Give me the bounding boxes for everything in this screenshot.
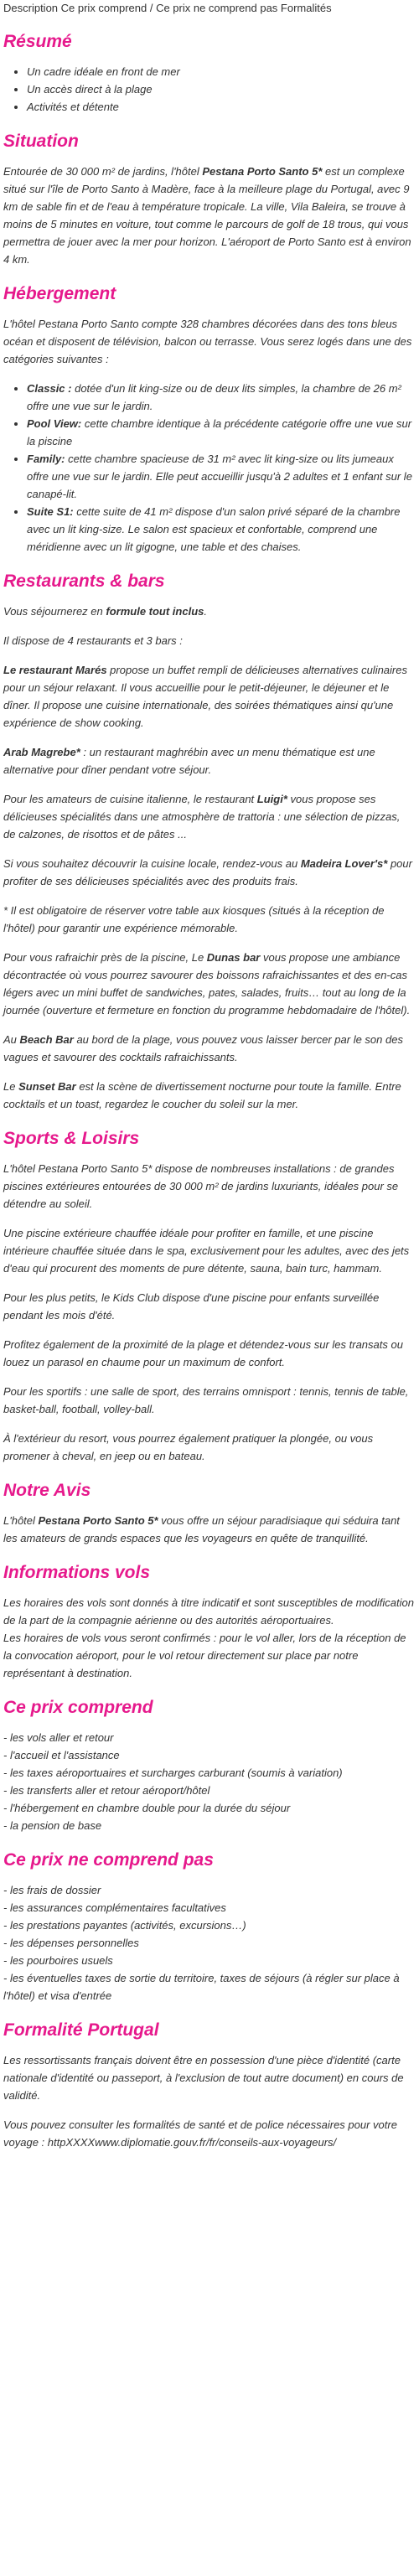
restaurant-name: Madeira Lover's*	[300, 857, 388, 870]
sports-text: Pour les plus petits, le Kids Club dispose d'une piscine pour enfants surveillée pendant les mois d'été.	[3, 1291, 380, 1322]
text: Vous séjournerez en	[3, 605, 106, 618]
room-item	[27, 415, 414, 450]
text: vous offre un séjour paradisiaque qui séduira tant les amateurs de grands espaces que les voyageurs en quête de tranquillité.	[3, 1514, 400, 1544]
room-name: Classic :	[27, 382, 72, 395]
text: est la scène de divertissement nocturne pour toute la famille. Entre cocktails et un toast, regardez le coucher du soleil sur la mer.	[3, 1080, 401, 1110]
list-item: • Un cadre idéale en front de mer	[27, 63, 414, 80]
text: Le	[3, 1080, 19, 1093]
formalite-link-text: Vous pouvez consulter les formalités de santé et de police nécessaires pour votre voyage : httpXXXXwww.diplomatie.gouv.fr/fr/conseils-aux-voyageurs/	[3, 2118, 397, 2149]
text: L'hôtel	[3, 1514, 39, 1527]
reservation-note: * Il est obligatoire de réserver votre table aux kiosques (situés à la réception de l'hôtel) pour garantir une expérience mémorable.	[3, 904, 385, 934]
bar-name: Dunas bar	[206, 951, 261, 964]
sports-text: Pour les sportifs : une salle de sport, des terrains omnisport : tennis, tennis de table, basket-ball, football, volley-ball.	[3, 1385, 409, 1415]
restaurants-count: Il dispose de 4 restaurants et 3 bars :	[3, 634, 183, 647]
list-item: - les assurances complémentaires facultatives	[3, 1901, 226, 1914]
restaurant-name: Luigi*	[256, 793, 287, 805]
list-item: - l'accueil et l'assistance	[3, 1749, 120, 1761]
comprend-list	[3, 1729, 414, 1834]
list-item: - les vols aller et retour	[3, 1731, 114, 1744]
room-desc: cette suite de 41 m² dispose d'un salon privé séparé de la chambre avec un lit king-size. Le salon est spacieux et confortable, comprend une méridienne avec un lit gigogne, une table et des chaises.	[27, 505, 401, 553]
comprend-title: Ce prix comprend	[3, 1698, 153, 1717]
avis-title: Notre Avis	[3, 1481, 91, 1500]
text: Pour vous rafraichir près de la piscine, Le	[3, 951, 207, 964]
bar-dunas	[3, 949, 414, 1019]
room-item	[27, 380, 414, 415]
formalite-text: Les ressortissants français doivent être en possession d'une pièce d'identité (carte nationale d'identité ou passeport, à l'exclusion de tout autre document) en cours de validité.	[3, 2054, 404, 2102]
room-item	[27, 450, 414, 503]
hebergement-intro: L'hôtel Pestana Porto Santo compte 328 chambres décorées dans des tons bleus océan et disposent de télévision, balcon ou terrasse. Vous serez logés dans une des catégories suivantes :	[3, 318, 412, 365]
vols-block	[3, 1594, 414, 1682]
restaurant-name: Le restaurant Marés	[3, 664, 107, 676]
vols-title: Informations vols	[3, 1563, 151, 1582]
restaurant-arab	[3, 743, 414, 778]
vols-text: Les horaires des vols sont donnés à titre indicatif et sont susceptibles de modification de la part de la compagnie aérienne ou des autorités aéroportuaires.	[3, 1596, 414, 1627]
section-nav[interactable]: Description Ce prix comprend / Ce prix ne comprend pas Formalités	[3, 2, 332, 14]
text: .	[204, 605, 207, 618]
vols-text: Les horaires de vols vous seront confirmés : pour le vol aller, lors de la réception de la convocation aéroport, pour le vol retour directement sur place par notre représentant à destination.	[3, 1632, 406, 1679]
text: pour profiter de ses délicieuses spécialités avec des produits frais.	[3, 857, 412, 887]
ne-comprend-list	[3, 1881, 414, 2004]
restaurant-name: Arab Magrebe*	[3, 746, 80, 758]
text: propose un buffet rempli de délicieuses alternatives culinaires pour un séjour relaxant. Il vous accueillie pour le petit-déjeuner, le déjeuner et le dîner. Il propose une cuisine internationale, des soirées thématiques ainsi qu'une expérience de show cooking.	[3, 664, 407, 729]
text: au bord de la plage, vous pouvez vous laisser bercer par le son des vagues et savourer des cocktails rafraichissants.	[3, 1033, 403, 1063]
list-item: - la pension de base	[3, 1819, 102, 1832]
sports-title: Sports & Loisirs	[3, 1129, 140, 1148]
room-desc: cette chambre spacieuse de 31 m² avec lit king-size ou lits jumeaux offre une vue sur le jardin. Elle peut accueillir jusqu'à 2 adultes et 1 enfant sur le canapé-lit.	[27, 453, 412, 500]
situation-title: Situation	[3, 132, 79, 151]
list-item: • Un accès direct à la plage	[27, 80, 414, 98]
text: Entourée de 30 000 m² de jardins, l'hôtel	[3, 165, 203, 178]
avis-text	[3, 1512, 414, 1547]
list-item: - les dépenses personnelles	[3, 1937, 139, 1949]
list-item: - les frais de dossier	[3, 1884, 101, 1896]
formule: formule tout inclus	[106, 605, 204, 618]
sports-text: Profitez également de la proximité de la plage et détendez-vous sur les transats ou louez un parasol en chaume pour un maximum de confort.	[3, 1338, 403, 1368]
text: Au	[3, 1033, 20, 1046]
restaurant-madeira	[3, 855, 414, 890]
room-desc: dotée d'un lit king-size ou de deux lits simples, la chambre de 26 m² offre une vue sur le jardin.	[27, 382, 401, 412]
text: : un restaurant maghrébin avec un menu thématique est une alternative pour dîner pendant votre séjour.	[3, 746, 375, 776]
room-list	[3, 380, 414, 556]
hotel-name: Pestana Porto Santo 5*	[38, 1514, 158, 1527]
room-desc: cette chambre identique à la précédente catégorie offre une vue sur la piscine	[27, 417, 412, 447]
list-item: - les pourboires usuels	[3, 1954, 113, 1967]
list-item: - les prestations payantes (activités, excursions…)	[3, 1919, 246, 1932]
resume-list	[3, 63, 414, 116]
list-item: - l'hébergement en chambre double pour la durée du séjour	[3, 1802, 291, 1814]
sports-text: Une piscine extérieure chauffée idéale pour profiter en famille, et une piscine intérieure chauffée située dans le spa, exclusivement pour les adultes, avec des jets d'eau qui procurent des moments de pure détente, sauna, bain turc, hammam.	[3, 1227, 410, 1275]
restaurants-title: Restaurants & bars	[3, 572, 165, 591]
hotel-name: Pestana Porto Santo 5*	[202, 165, 323, 178]
list-item: - les taxes aéroportuaires et surcharges carburant (soumis à variation)	[3, 1766, 343, 1779]
bar-sunset	[3, 1078, 414, 1113]
resume-title: Résumé	[3, 32, 72, 51]
room-name: Pool View:	[27, 417, 82, 430]
bar-name: Sunset Bar	[18, 1080, 76, 1093]
restaurant-mares	[3, 661, 414, 732]
text: est un complexe situé sur l'île de Porto Santo à Madère, face à la meilleure plage du Portugal, avec 9 km de sable fin et de l'eau à température tropicale. La ville, Vila Baleira, se trouve à moins de 5 minutes en voiture, tout comme le parcours de golf de 18 trous, qui vous permettra de jouer avec la mer pour horizon. L'aéroport de Porto Santo est à environ 4 km.	[3, 165, 411, 266]
bar-name: Beach Bar	[19, 1033, 74, 1046]
room-name: Family:	[27, 453, 65, 465]
bar-beach	[3, 1031, 414, 1066]
text: Pour les amateurs de cuisine italienne, le restaurant	[3, 793, 257, 805]
hebergement-title: Hébergement	[3, 284, 116, 303]
formule-text	[3, 603, 414, 620]
list-item: - les transferts aller et retour aéroport/hôtel	[3, 1784, 210, 1797]
restaurant-luigi	[3, 790, 414, 843]
situation-text	[3, 163, 414, 268]
text: Si vous souhaitez découvrir la cuisine locale, rendez-vous au	[3, 857, 301, 870]
list-item: • Activités et détente	[27, 98, 414, 116]
text: vous propose une ambiance décontractée où vous pourrez savourer des boissons rafraichissantes et des en-cas légers avec un mini buffet de sandwiches, pates, salades, fruits… tout au long de la journée (ouverture et fermeture en fonction du programme hebdomadaire de l'hôtel).	[3, 951, 411, 1016]
formalite-title: Formalité Portugal	[3, 2020, 159, 2040]
text: vous propose ses délicieuses spécialités dans une atmosphère de trattoria : une sélection de pizzas, de calzones, de risottos et de pâtes ...	[3, 793, 401, 841]
ne-comprend-title: Ce prix ne comprend pas	[3, 1850, 214, 1870]
list-item: - les éventuelles taxes de sortie du territoire, taxes de séjours (à régler sur place à l'hôtel) et visa d'entrée	[3, 1972, 400, 2002]
room-item	[27, 503, 414, 556]
sports-text: À l'extérieur du resort, vous pourrez également pratiquer la plongée, ou vous promener à cheval, en jeep ou en bateau.	[3, 1432, 374, 1462]
sports-text: L'hôtel Pestana Porto Santo 5* dispose de nombreuses installations : de grandes piscines extérieures entourées de 30 000 m² de jardins luxuriants, idéales pour se détendre au soleil.	[3, 1162, 399, 1210]
room-name: Suite S1:	[27, 505, 74, 518]
